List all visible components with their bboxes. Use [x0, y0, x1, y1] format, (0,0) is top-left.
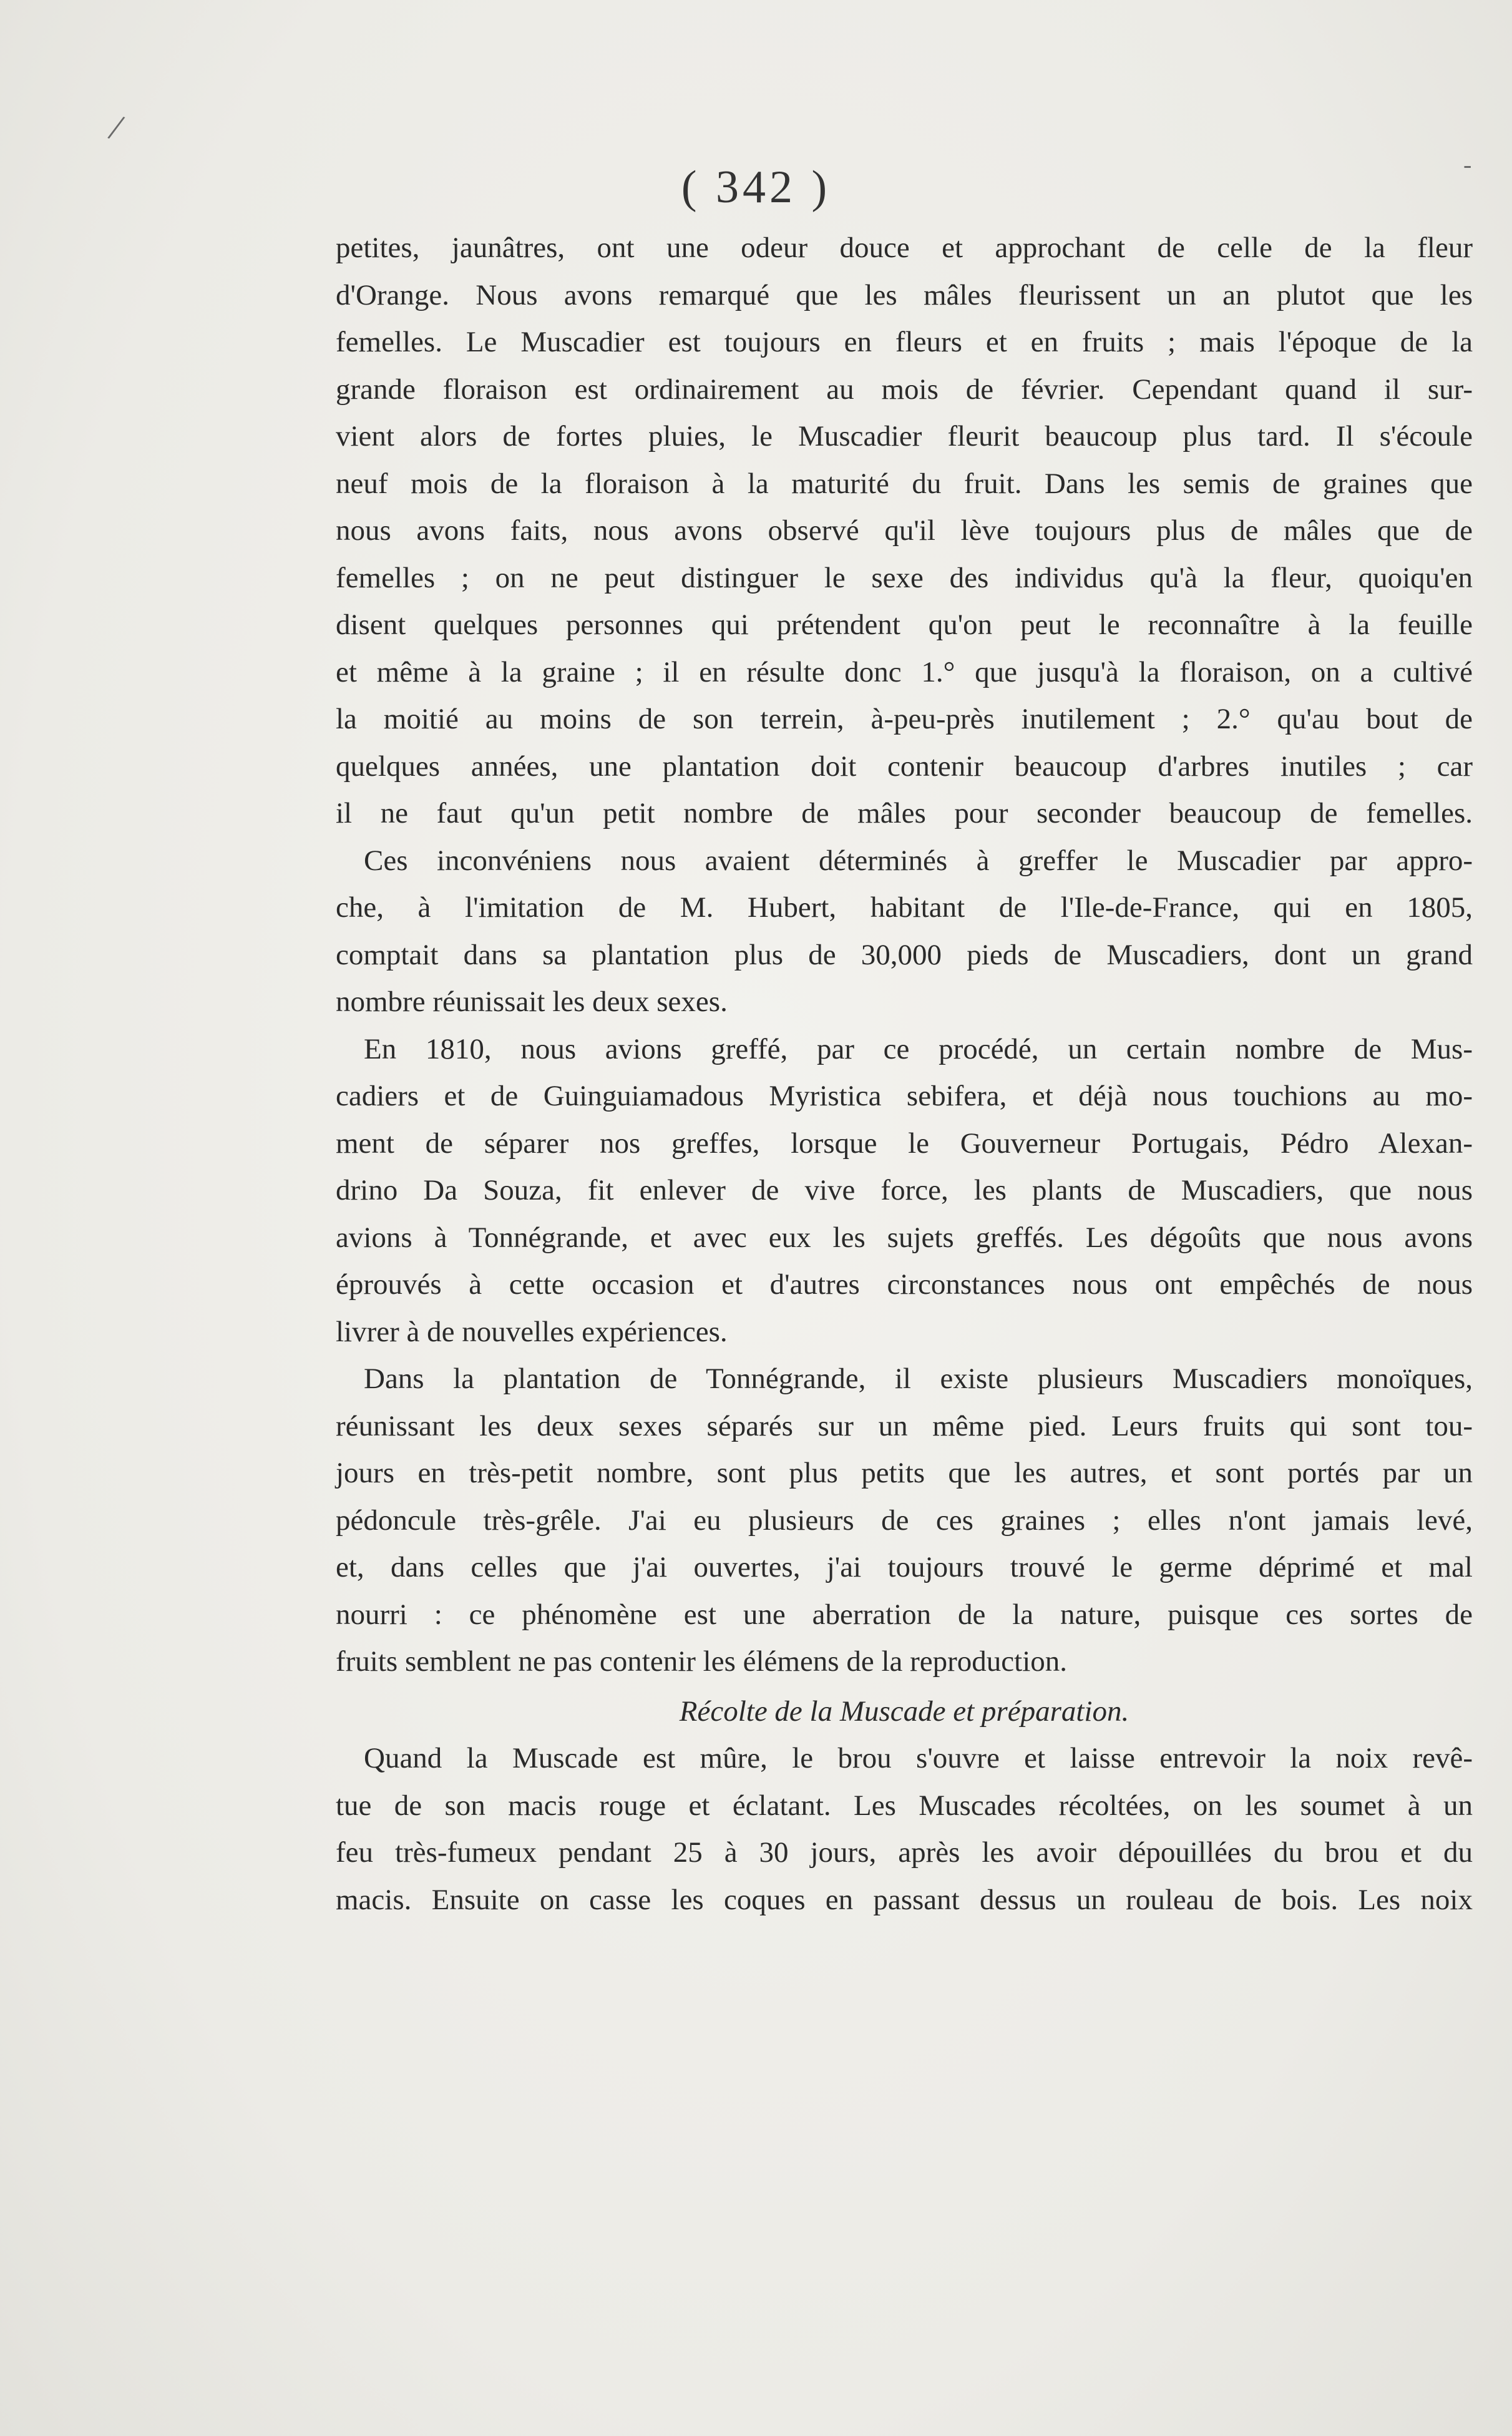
text-line: et même à la graine ; il en résulte donc 1.° que jusqu'à la floraison, on a cultivé: [336, 655, 1473, 688]
paragraph: [336, 1356, 1473, 1686]
text-line: éprouvés à cette occasion et d'autres circonstances nous ont empêchés de nous: [336, 1268, 1473, 1301]
text-line: macis. Ensuite on casse les coques en passant dessus un rouleau de bois. Les noix: [336, 1883, 1473, 1916]
text-line: disent quelques personnes qui prétendent qu'on peut le reconnaître à la feuille: [336, 609, 1473, 641]
margin-mark: /: [105, 106, 128, 149]
page-body: [336, 225, 1473, 1924]
text-line: nous avons faits, nous avons observé qu'il lève toujours plus de mâles que de: [336, 514, 1473, 547]
text-line: neuf mois de la floraison à la maturité du fruit. Dans les semis de graines que: [336, 467, 1473, 500]
text-line: Quand la Muscade est mûre, le brou s'ouvre et laisse entrevoir la noix revê-: [364, 1742, 1473, 1774]
text-line: grande floraison est ordinairement au mois de février. Cependant quand il sur-: [336, 373, 1473, 406]
text-line: vient alors de fortes pluies, le Muscadier fleurit beaucoup plus tard. Il s'écoule: [336, 420, 1473, 452]
text-line: femelles ; on ne peut distinguer le sexe des individus qu'à la fleur, quoiqu'en: [336, 561, 1473, 594]
text-line: la moitié au moins de son terrein, à-peu-près inutilement ; 2.° qu'au bout de: [336, 703, 1473, 735]
text-line: feu très-fumeux pendant 25 à 30 jours, après les avoir dépouillées du brou et du: [336, 1836, 1473, 1869]
paragraph: [336, 838, 1473, 1026]
text-line: nourri : ce phénomène est une aberration de la nature, puisque ces sortes de: [336, 1598, 1473, 1631]
text-line: femelles. Le Muscadier est toujours en fleurs et en fruits ; mais l'époque de la: [336, 326, 1473, 358]
text-line: avions à Tonnégrande, et avec eux les sujets greffés. Les dégoûts que nous avons: [336, 1221, 1473, 1254]
text-line: drino Da Souza, fit enlever de vive force, les plants de Muscadiers, que nous: [336, 1174, 1473, 1206]
paragraph: [336, 1026, 1473, 1356]
text-line: pédoncule très-grêle. J'ai eu plusieurs de ces graines ; elles n'ont jamais levé,: [336, 1504, 1473, 1537]
text-line: petites, jaunâtres, ont une odeur douce et approchant de celle de la fleur: [336, 232, 1473, 264]
text-line: livrer à de nouvelles expériences.: [336, 1315, 728, 1348]
text-line: ment de séparer nos greffes, lorsque le Gouverneur Portugais, Pédro Alexan-: [336, 1127, 1473, 1160]
text-line: cadiers et de Guinguiamadous Myristica sebifera, et déjà nous touchions au mo-: [336, 1080, 1473, 1112]
text-line: réunissant les deux sexes séparés sur un même pied. Leurs fruits qui sont tou-: [336, 1409, 1473, 1442]
text-line: tue de son macis rouge et éclatant. Les Muscades récoltées, on les soumet à un: [336, 1789, 1473, 1822]
text-line: che, à l'imitation de M. Hubert, habitant de l'Ile-de-France, qui en 1805,: [336, 891, 1473, 924]
margin-mark-right: -: [1463, 150, 1472, 179]
section-heading: Récolte de la Muscade et préparation.: [679, 1695, 1129, 1728]
text-line: nombre réunissait les deux sexes.: [336, 986, 728, 1018]
page-number: ( 342 ): [681, 162, 831, 213]
paragraph: [336, 225, 1473, 838]
text-line: Dans la plantation de Tonnégrande, il existe plusieurs Muscadiers monoïques,: [364, 1362, 1473, 1395]
text-line: quelques années, une plantation doit contenir beaucoup d'arbres inutiles ; car: [336, 750, 1473, 783]
text-line: jours en très-petit nombre, sont plus petits que les autres, et sont portés par un: [336, 1457, 1473, 1489]
text-line: En 1810, nous avions greffé, par ce procédé, un certain nombre de Mus-: [364, 1032, 1473, 1065]
text-line: Ces inconvéniens nous avaient déterminés à greffer le Muscadier par appro-: [364, 844, 1473, 877]
text-line: il ne faut qu'un petit nombre de mâles pour seconder beaucoup de femelles.: [336, 797, 1473, 829]
text-line: d'Orange. Nous avons remarqué que les mâles fleurissent un an plutot que les: [336, 278, 1473, 311]
text-line: fruits semblent ne pas contenir les élémens de la reproduction.: [336, 1645, 1068, 1678]
text-line: comptait dans sa plantation plus de 30,000 pieds de Muscadiers, dont un grand: [336, 938, 1473, 971]
paragraph: [336, 1735, 1473, 1924]
text-line: et, dans celles que j'ai ouvertes, j'ai toujours trouvé le germe déprimé et mal: [336, 1551, 1473, 1583]
